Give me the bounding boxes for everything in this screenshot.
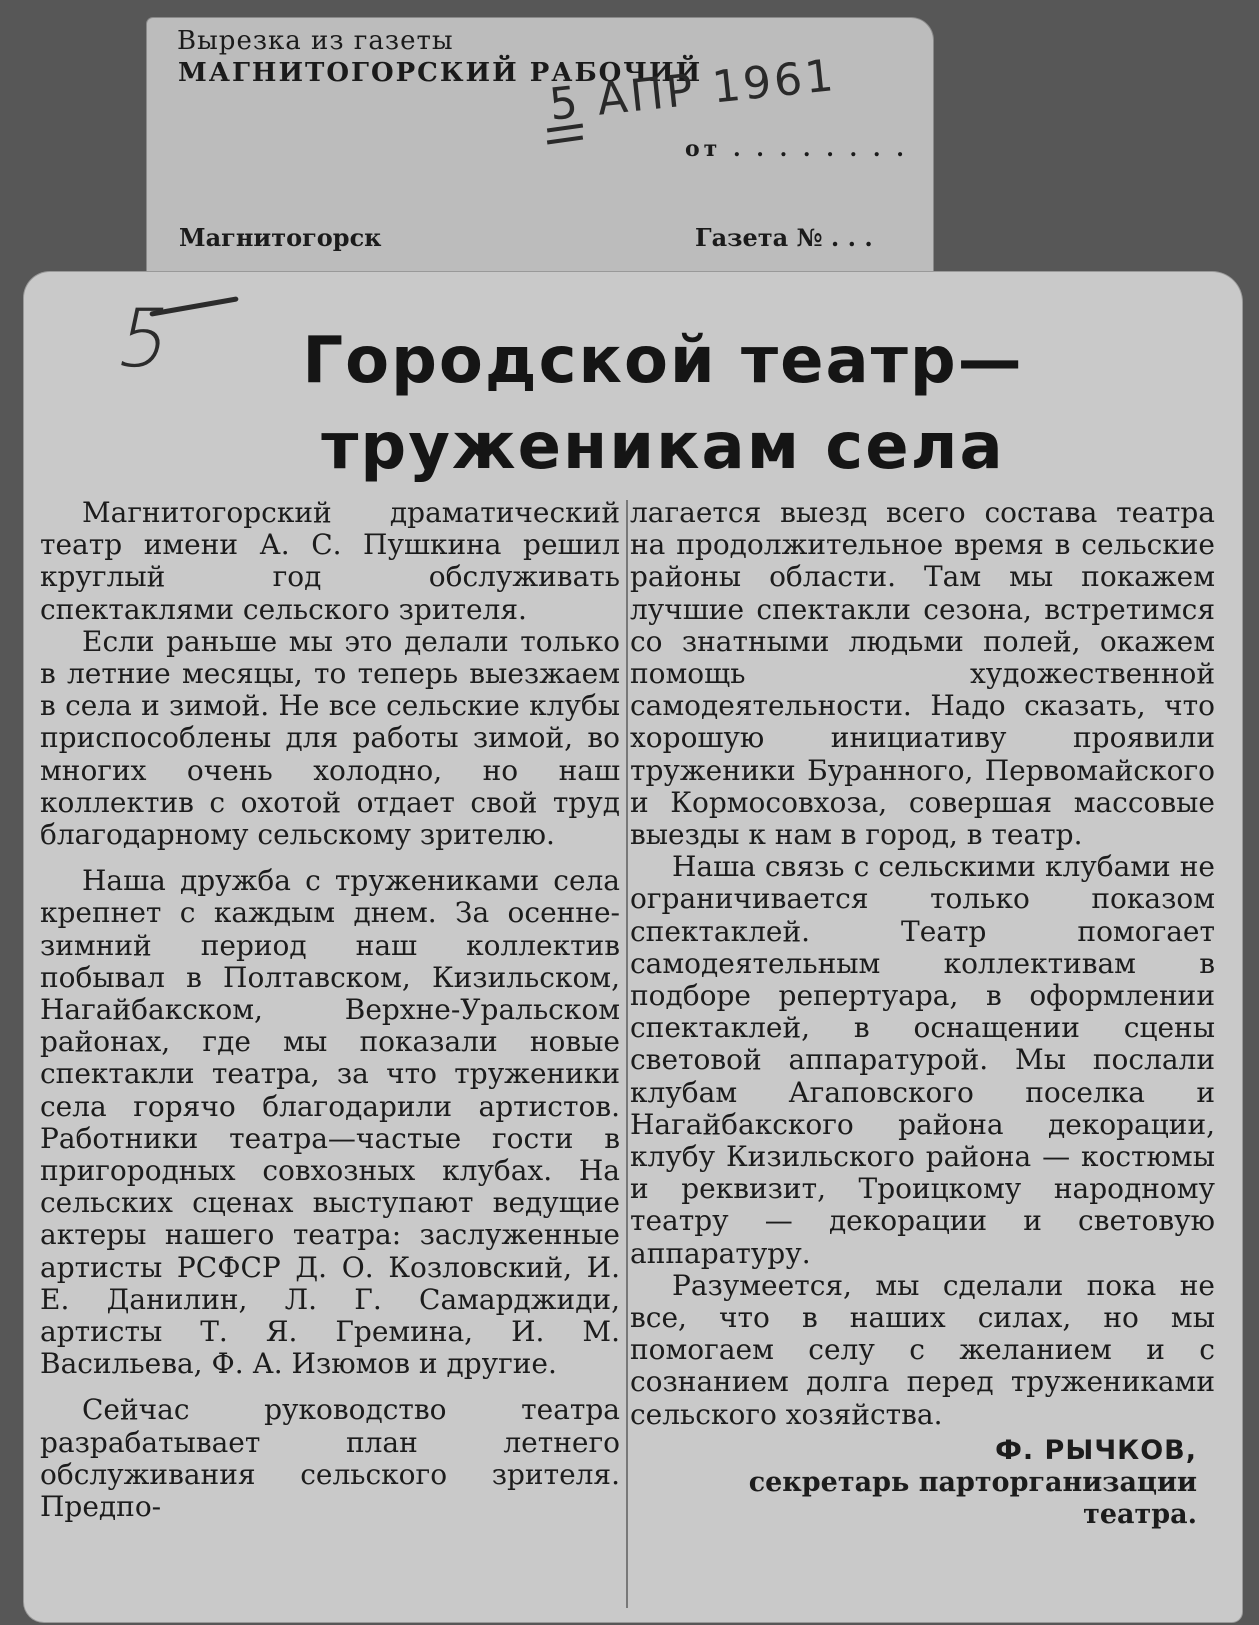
headline-line-2: труженикам села xyxy=(321,410,1005,484)
newspaper-name: МАГНИТОГОРСКИЙ РАБОЧИЙ xyxy=(178,58,703,88)
city-label: Магнитогорск xyxy=(179,223,382,252)
paragraph: Если раньше мы это делали только в летние месяцы, то теперь выезжаем в села и зимой. Не все сельские клубы приспособлены для работы зимой, во многих очень холодно, но наш коллектив с охотой отдает свой труд благодарному сельскому зрителю. xyxy=(40,624,620,852)
author-title: секретарь парторганизации xyxy=(748,1466,1197,1498)
author-title: театра. xyxy=(1083,1498,1197,1530)
paper-number-label: Газета № . . . xyxy=(695,223,873,252)
slip-caption: Вырезка из газеты xyxy=(177,26,454,56)
article-column-right xyxy=(630,497,1215,1531)
paragraph: Разумеется, мы сделали пока не все, что в наших силах, но мы помогаем селу с желанием и с сознанием долга перед тружениками сельского хозяйства. xyxy=(630,1268,1215,1431)
newspaper-source-slip xyxy=(147,18,933,280)
headline-line-1: Городской театр— xyxy=(302,324,1024,398)
author-signature xyxy=(630,1435,1215,1531)
date-stamp: 5 АПР 1961 xyxy=(547,49,839,131)
stamp-mark xyxy=(547,136,583,145)
article-column-left xyxy=(40,497,620,1523)
author-name: Ф. РЫЧКОВ, xyxy=(995,1434,1197,1466)
paragraph: Наша связь с сельскими клубами не ограничивается только показом спектаклей. Театр помогает самодеятельным коллективам в подборе репертуара, в оформлении спектаклей, в оснащении сцены световой аппаратурой. Мы послали клубам Агаповского поселка и Нагайбакского района декорации, клубу Кизильского района — костюмы и реквизит, Троицкому народному театру — декорации и световую аппаратуру. xyxy=(630,850,1215,1270)
paragraph: Наша дружба с тружениками села крепнет с каждым днем. За осенне-зимний период наш коллектив побывал в Полтавском, Кизильском, Нагайбакском, Верхне-Уральском районах, где мы показали новые спектакли театра, за что труженики села горячо благодарили артистов. Работники театра—частые гости в пригородных совхозных клубах. На сельских сценах выступают ведущие актеры нашего театра: заслуженные артисты РСФСР Д. О. Козловский, И. Е. Данилин, Л. Г. Самарджиди, артисты Т. Я. Гремина, И. М. Васильева, Ф. А. Изюмов и другие. xyxy=(40,864,620,1381)
paragraph: Сейчас руководство театра разрабатывает план летнего обслуживания сельского зрителя. Предпо- xyxy=(40,1393,620,1524)
date-label: от . . . . . . . . xyxy=(685,136,908,162)
column-divider xyxy=(626,500,628,1608)
article-clipping xyxy=(24,272,1242,1622)
paragraph: Магнитогорский драматический театр имени А. С. Пушкина решил круглый год обслуживать спектаклями сельского зрителя. xyxy=(40,496,620,626)
handwritten-number: 5 xyxy=(109,292,180,385)
paragraph: лагается выезд всего состава театра на продолжительное время в сельские районы области. Там мы покажем лучшие спектакли сезона, встретимся со знатными людьми полей, окажем помощь художественной самодеятельности. Надо сказать, что хорошую инициативу проявили труженики Буранного, Первомайского и Кормосовхоза, совершая массовые выезды к нам в город, в театр. xyxy=(630,496,1215,852)
